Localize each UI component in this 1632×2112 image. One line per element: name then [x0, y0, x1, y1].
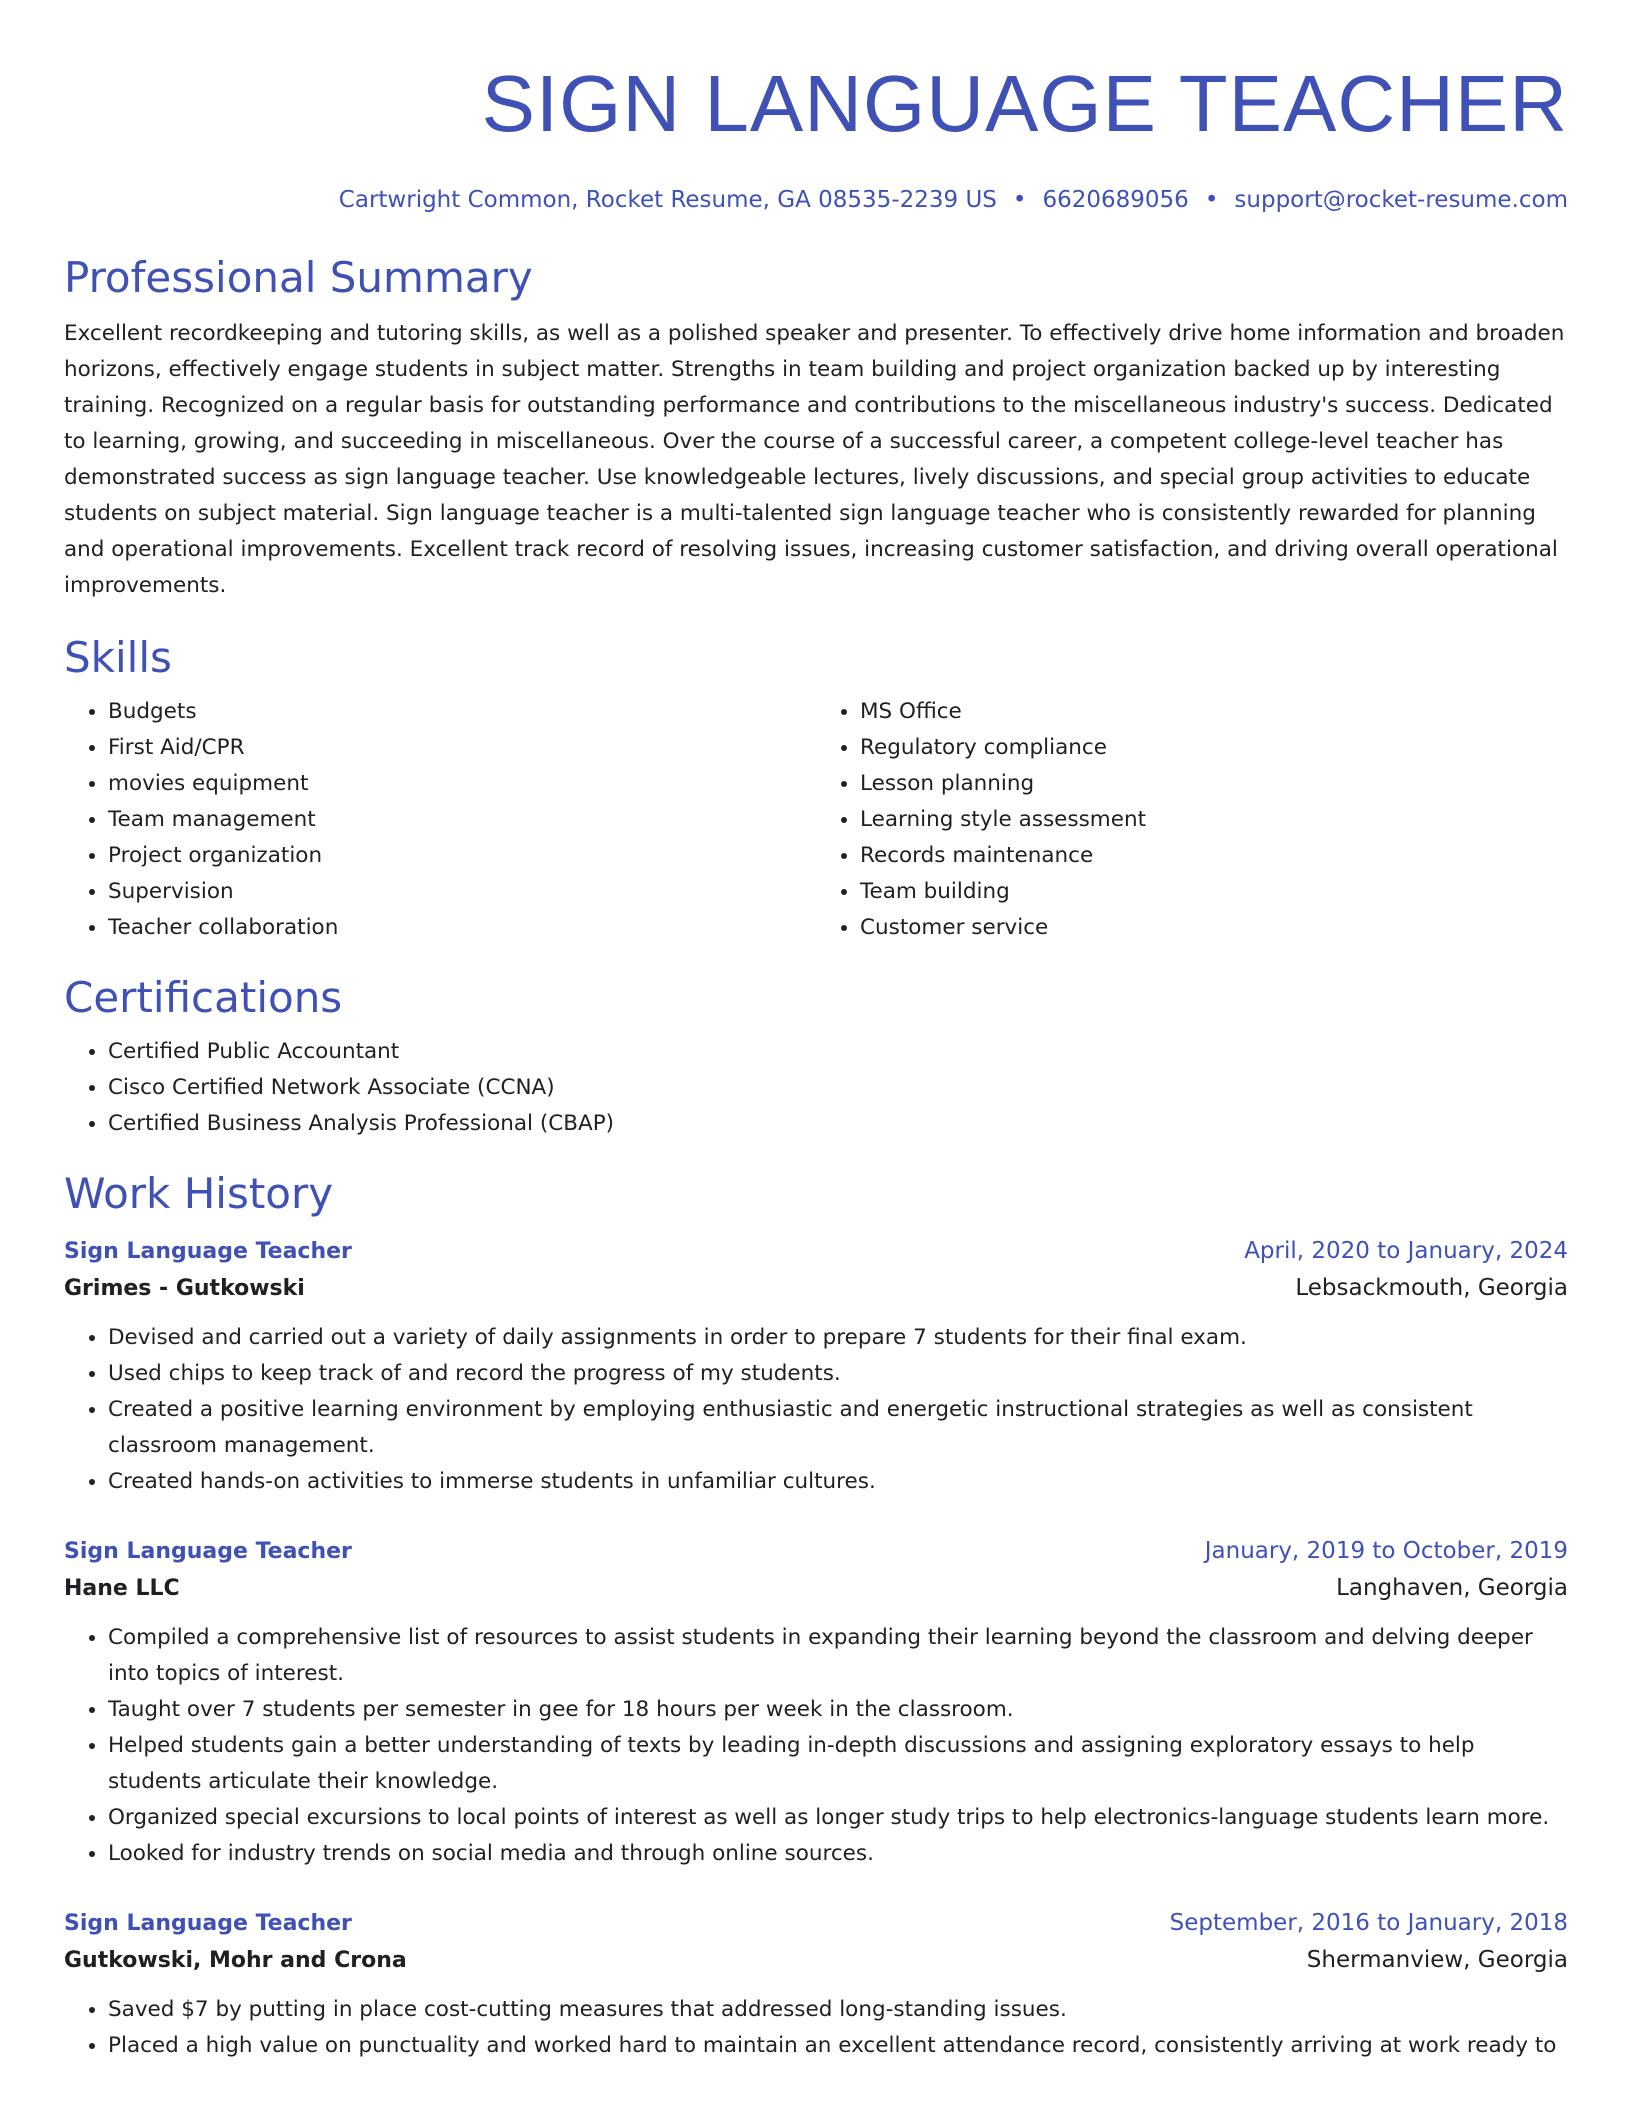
- job-bullet: • Created hands-on activities to immerse students in unfamiliar cultures.: [108, 1464, 1568, 1500]
- job-location: Shermanview, Georgia: [1306, 1947, 1568, 1973]
- contact-email: support@rocket-resume.com: [1234, 187, 1568, 213]
- contact-phone: 6620689056: [1042, 187, 1189, 213]
- job-bullet: • Placed a high value on punctuality and worked hard to maintain an excellent attendance record, consistently arriving at work ready to: [108, 2028, 1568, 2064]
- skill-item: • Project organization: [108, 838, 816, 874]
- job-company-row: [64, 1269, 1568, 1308]
- skill-item: • Budgets: [108, 694, 816, 730]
- skill-item: • Records maintenance: [860, 838, 1568, 874]
- job-bullet: • Compiled a comprehensive list of resources to assist students in expanding their learning beyond the classroom and delving deeper into topics of interest.: [108, 1620, 1568, 1692]
- work-history-heading: Work History: [64, 1169, 334, 1218]
- job-dates: September, 2016 to January, 2018: [1169, 1910, 1568, 1936]
- job-company: Grimes - Gutkowski: [64, 1276, 305, 1301]
- skills-list-left: [64, 694, 816, 946]
- skill-item: • Lesson planning: [860, 766, 1568, 802]
- skill-item: • MS Office: [860, 694, 1568, 730]
- skill-item: • Teacher collaboration: [108, 910, 816, 946]
- job-entry: [64, 1534, 1568, 1872]
- job-title: Sign Language Teacher: [64, 1911, 352, 1936]
- job-company: Hane LLC: [64, 1576, 180, 1601]
- contact-separator: •: [1012, 187, 1027, 213]
- job-bullets: [64, 1992, 1568, 2064]
- skills-columns: [64, 694, 1568, 946]
- skill-item: • Learning style assessment: [860, 802, 1568, 838]
- job-location: Lebsackmouth, Georgia: [1295, 1275, 1568, 1301]
- job-bullet: • Organized special excursions to local points of interest as well as longer study trips to help electronics-language students learn more.: [108, 1800, 1568, 1836]
- skill-item: • Regulatory compliance: [860, 730, 1568, 766]
- skills-heading: Skills: [64, 633, 172, 682]
- job-bullets: [64, 1620, 1568, 1872]
- certifications-heading: Certifications: [64, 973, 343, 1022]
- skills-list-right: [816, 694, 1568, 946]
- certifications-list: [64, 1034, 1568, 1142]
- resume-page: [64, 0, 1568, 2064]
- job-title: Sign Language Teacher: [64, 1539, 352, 1564]
- job-bullet: • Looked for industry trends on social media and through online sources.: [108, 1836, 1568, 1872]
- job-header-row: [64, 1234, 1568, 1269]
- contact-line: [64, 186, 1568, 214]
- contact-address: Cartwright Common, Rocket Resume, GA 08535-2239 US: [338, 187, 997, 213]
- job-header-row: [64, 1534, 1568, 1569]
- skill-item: • Team management: [108, 802, 816, 838]
- job-bullets: [64, 1320, 1568, 1500]
- job-location: Langhaven, Georgia: [1336, 1575, 1568, 1601]
- job-dates: January, 2019 to October, 2019: [1204, 1538, 1568, 1564]
- job-entry: [64, 1906, 1568, 2064]
- skill-item: • Supervision: [108, 874, 816, 910]
- contact-separator: •: [1204, 187, 1219, 213]
- job-dates: April, 2020 to January, 2024: [1244, 1238, 1568, 1264]
- certification-item: • Certified Business Analysis Professional (CBAP): [108, 1106, 1568, 1142]
- job-header-row: [64, 1906, 1568, 1941]
- summary-heading: Professional Summary: [64, 253, 533, 302]
- job-company: Gutkowski, Mohr and Crona: [64, 1948, 407, 1973]
- skill-item: • Customer service: [860, 910, 1568, 946]
- summary-text: Excellent recordkeeping and tutoring skills, as well as a polished speaker and presenter. To effectively drive home information and broaden horizons, effectively engage students in subject matter. Strengths in team building and project organization backed up by interesting training. Recognized on a regular basis for outstanding performance and contributions to the miscellaneous industry's success. Dedicated to learning, growing, and succeeding in miscellaneous. Over the course of a successful career, a competent college-level teacher has demonstrated success as sign language teacher. Use knowledgeable lectures, lively discussions, and special group activities to educate students on subject material. Sign language teacher is a multi-talented sign language teacher who is consistently rewarded for planning and operational improvements. Excellent track record of resolving issues, increasing customer satisfaction, and driving overall operational improvements.: [64, 321, 1565, 598]
- job-company-row: [64, 1941, 1568, 1980]
- job-company-row: [64, 1569, 1568, 1608]
- job-bullet: • Devised and carried out a variety of daily assignments in order to prepare 7 students for their final exam.: [108, 1320, 1568, 1356]
- job-entry: [64, 1234, 1568, 1500]
- job-bullet: • Saved $7 by putting in place cost-cutting measures that addressed long-standing issues.: [108, 1992, 1568, 2028]
- skill-item: • First Aid/CPR: [108, 730, 816, 766]
- certification-item: • Cisco Certified Network Associate (CCNA): [108, 1070, 1568, 1106]
- skill-item: • Team building: [860, 874, 1568, 910]
- candidate-name: SIGN LANGUAGE TEACHER: [481, 59, 1568, 148]
- job-bullet: • Created a positive learning environment by employing enthusiastic and energetic instructional strategies as well as consistent classroom management.: [108, 1392, 1568, 1464]
- job-bullet: • Taught over 7 students per semester in gee for 18 hours per week in the classroom.: [108, 1692, 1568, 1728]
- job-title: Sign Language Teacher: [64, 1239, 352, 1264]
- job-bullet: • Helped students gain a better understanding of texts by leading in-depth discussions and assigning exploratory essays to help students articulate their knowledge.: [108, 1728, 1568, 1800]
- certification-item: • Certified Public Accountant: [108, 1034, 1568, 1070]
- job-bullet: • Used chips to keep track of and record the progress of my students.: [108, 1356, 1568, 1392]
- skill-item: • movies equipment: [108, 766, 816, 802]
